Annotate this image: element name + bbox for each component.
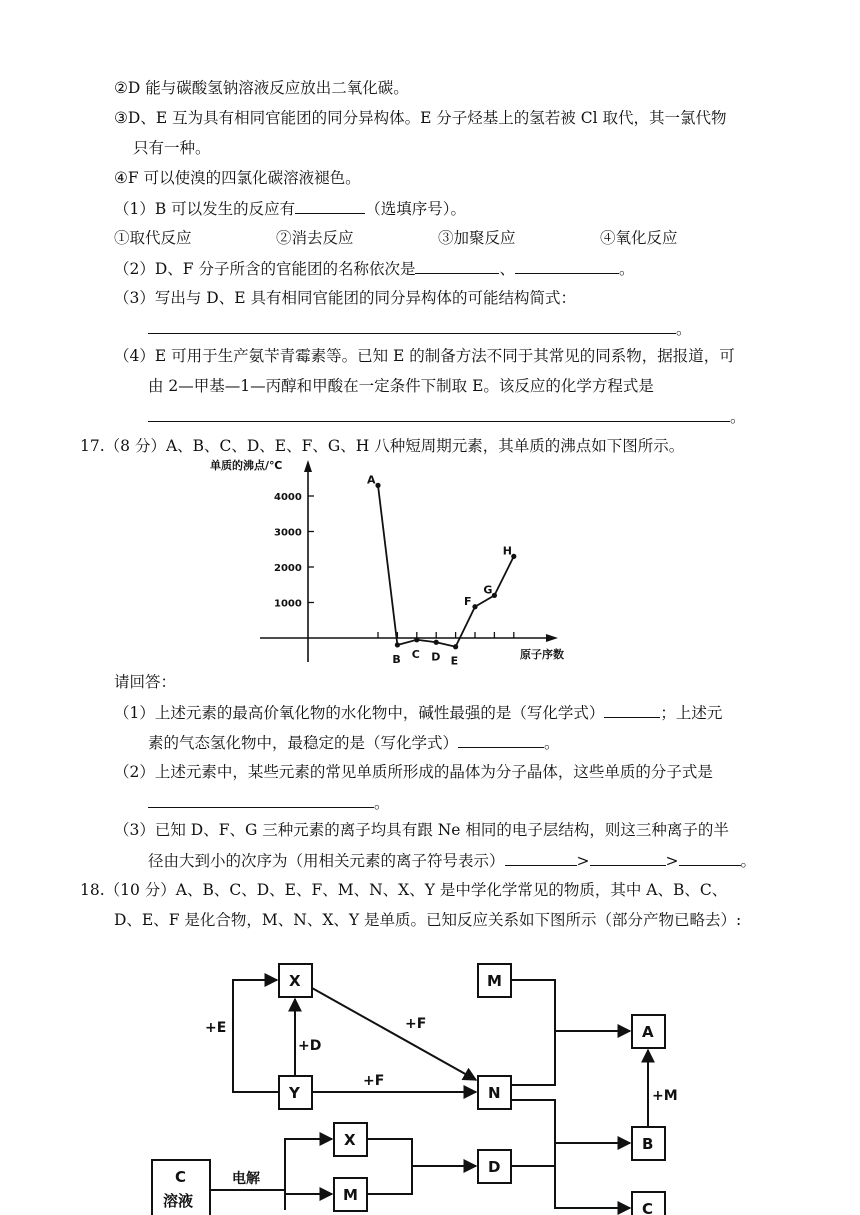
q17-part1-tail: ；上述元 xyxy=(660,704,723,722)
arrow-elec-x xyxy=(285,1139,332,1210)
arrow-m-a xyxy=(511,980,555,1085)
box-c-solution-label2: 溶液 xyxy=(163,1192,194,1210)
point-label-g: G xyxy=(483,583,493,597)
arrow-d-c xyxy=(555,1166,630,1208)
data-point-c xyxy=(414,637,419,642)
q17-part2-answer xyxy=(148,792,390,813)
arrow-n-d xyxy=(511,1100,555,1166)
data-point-f xyxy=(472,604,477,609)
box-m2-label: M xyxy=(343,1186,358,1204)
box-a-label: A xyxy=(642,1023,654,1041)
chart-axes xyxy=(260,460,558,662)
answer-blank[interactable] xyxy=(148,318,676,334)
q16-part4-answer xyxy=(148,406,746,427)
y-tick-label: 2000 xyxy=(274,563,302,574)
answer-blank[interactable] xyxy=(679,850,741,866)
box-c-solution-label1: C xyxy=(175,1168,187,1186)
y-tick-label: 1000 xyxy=(274,598,302,610)
answer-blank[interactable] xyxy=(295,198,365,214)
q17-ask: 请回答： xyxy=(114,673,177,691)
q16-part4-line2: 由 2—甲基—1—丙醇和甲酸在一定条件下制取 E。该反应的化学方程式是 xyxy=(148,377,654,395)
boiling-point-chart xyxy=(200,452,600,674)
q16-part2-text: （2）D、F 分子所含的官能团的名称依次是 xyxy=(114,260,416,278)
answer-blank[interactable] xyxy=(505,850,577,866)
answer-blank[interactable] xyxy=(415,258,499,274)
box-x2-label: X xyxy=(344,1131,356,1149)
arrow-f1 xyxy=(312,988,476,1080)
q16-condition-3-line2: 只有一种。 xyxy=(133,139,211,157)
q17-part3-end: 。 xyxy=(740,852,757,870)
point-label-c: C xyxy=(411,647,420,661)
data-point-a xyxy=(375,483,380,488)
label-plus-d: +D xyxy=(298,1038,322,1054)
q16-part1 xyxy=(114,198,466,219)
label-plus-f1: +F xyxy=(405,1016,427,1032)
q16-part3: （3）写出与 D、E 具有相同官能团的同分异构体的可能结构简式： xyxy=(114,289,576,307)
box-b-label: B xyxy=(642,1135,654,1153)
box-y-label: Y xyxy=(289,1084,300,1102)
q17-part3-text: 径由大到小的次序为（用相关元素的离子符号表示） xyxy=(148,852,505,870)
label-plus-e: +E xyxy=(205,1020,227,1036)
q16-part4-line1: （4）E 可用于生产氨苄青霉素等。已知 E 的制备方法不同于其常见的同系物，据报道，可 xyxy=(114,347,735,365)
q16-part1-text: （1）B 可以发生的反应有 xyxy=(114,200,296,218)
q16-part2-end: 。 xyxy=(619,260,635,278)
point-label-f: F xyxy=(464,594,472,608)
q16-part2 xyxy=(114,258,635,279)
gt-sign: > xyxy=(665,852,679,870)
answer-blank[interactable] xyxy=(515,258,619,274)
q16-part3-end: 。 xyxy=(676,320,692,338)
box-x-label: X xyxy=(289,972,301,990)
box-m-label: M xyxy=(487,972,502,990)
q16-part2-sep: 、 xyxy=(499,260,515,278)
y-axis-label: 单质的沸点/℃ xyxy=(210,459,283,472)
q17-part3-line1: （3）已知 D、F、G 三种元素的离子均具有跟 Ne 相同的电子层结构，则这三种离子的半 xyxy=(114,821,729,839)
q16-condition-2: ②D 能与碳酸氢钠溶液反应放出二氧化碳。 xyxy=(114,79,409,97)
q17-stem: 17.（8 分）A、B、C、D、E、F、G、H 八种短周期元素，其单质的沸点如下图所示。 xyxy=(80,437,685,455)
q16-condition-3-line1: ③D、E 互为具有相同官能团的同分异构体。E 分子烃基上的氢若被 Cl 取代，其一氯代物 xyxy=(114,109,727,127)
data-point-d xyxy=(434,640,439,645)
q18-stem-line2: D、E、F 是化合物，M、N、X、Y 是单质。已知反应关系如下图所示（部分产物已略去）: xyxy=(114,911,742,929)
point-label-d: D xyxy=(431,650,441,664)
label-plus-m: +M xyxy=(652,1088,678,1104)
option-3: ③加聚反应 xyxy=(438,229,516,247)
point-label-b: B xyxy=(392,652,401,666)
arrow-e xyxy=(233,980,279,1092)
q16-part4-end: 。 xyxy=(730,408,746,426)
q17-part1-text: （1）上述元素的最高价氧化物的水化物中，碱性最强的是（写化学式） xyxy=(114,704,605,722)
answer-blank[interactable] xyxy=(148,406,730,422)
y-tick-label: 3000 xyxy=(274,527,302,539)
y-tick-label: 4000 xyxy=(274,492,302,503)
label-plus-f2: +F xyxy=(363,1073,385,1089)
q16-options xyxy=(114,228,762,248)
label-electrolysis: 电解 xyxy=(232,1171,260,1187)
q17-part2-end: 。 xyxy=(374,794,390,812)
q17-part1-text2: 素的气态氢化物中，最稳定的是（写化学式） xyxy=(148,734,459,752)
option-1: ①取代反应 xyxy=(114,229,192,247)
q16-condition-4: ④F 可以使溴的四氯化碳溶液褪色。 xyxy=(114,169,361,187)
point-label-h: H xyxy=(502,544,513,558)
answer-blank[interactable] xyxy=(590,850,666,866)
series-line xyxy=(378,485,514,646)
data-point-e xyxy=(453,644,458,649)
reaction-diagram xyxy=(0,940,860,1215)
point-label-e: E xyxy=(450,654,459,668)
gt-sign: > xyxy=(576,852,590,870)
answer-blank[interactable] xyxy=(604,702,660,718)
option-4: ④氧化反应 xyxy=(600,229,678,247)
y-axis-arrow xyxy=(304,460,312,472)
data-point-g xyxy=(492,593,497,598)
q17-part1-line1 xyxy=(114,702,722,723)
q16-part3-answer xyxy=(148,318,692,339)
q16-part1-tail: （选填序号）。 xyxy=(365,200,466,218)
arrow-xm-d xyxy=(367,1139,412,1194)
q18-stem-line1: 18.（10 分）A、B、C、D、E、F、M、N、X、Y 是中学化学常见的物质，其中 A、B、C、 xyxy=(80,881,728,899)
q17-part1-end: 。 xyxy=(544,734,560,752)
q17-part3-line2 xyxy=(148,850,756,871)
answer-blank[interactable] xyxy=(458,732,544,748)
option-2: ②消去反应 xyxy=(276,229,354,247)
q17-part1-line2 xyxy=(148,732,560,753)
data-point-b xyxy=(395,642,400,647)
q17-part2-line1: （2）上述元素中，某些元素的常见单质所形成的晶体为分子晶体，这些单质的分子式是 xyxy=(114,763,713,781)
point-label-a: A xyxy=(367,473,376,487)
box-n-label: N xyxy=(488,1084,501,1102)
answer-blank[interactable] xyxy=(148,792,374,808)
x-axis-label: 原子序数 xyxy=(520,648,564,661)
x-axis-arrow xyxy=(546,634,558,642)
box-c-label: C xyxy=(642,1200,654,1215)
box-d-label: D xyxy=(488,1158,501,1176)
